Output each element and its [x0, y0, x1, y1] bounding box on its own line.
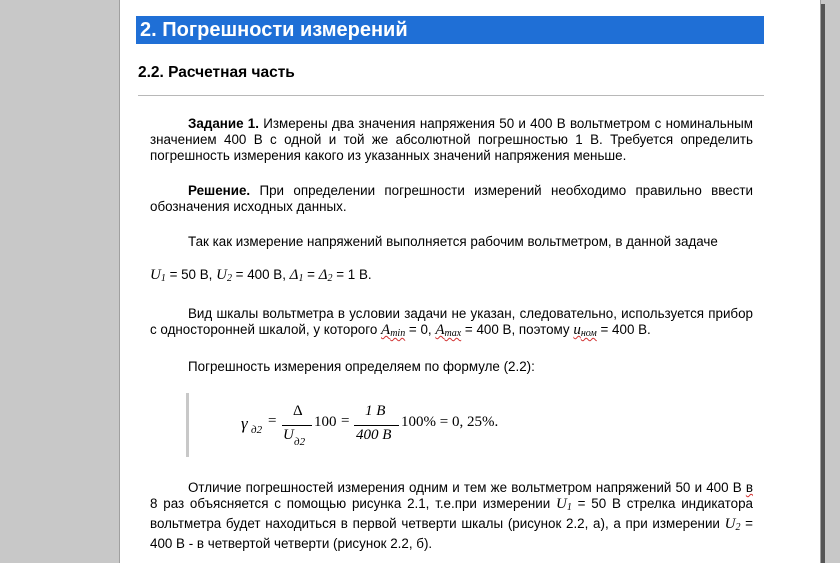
page-title: 2. Погрешности измерений: [136, 16, 764, 44]
formula-block: [186, 393, 523, 457]
error-formula: γ д2 = Δ U д2 100 = 1 B 400 B 100% = 0, 25%.: [241, 403, 499, 448]
task-paragraph: [150, 116, 753, 164]
given-intro-paragraph: Так как измерение напряжений выполняется рабочим вольтметром, в данной задаче: [188, 234, 718, 249]
task-text: Измерены два значения напряжения 50 и 400 В вольтметром с номинальным значением 400 В с одной и той же абсолютной погрешностью 1 В. Требуется определить погрешность измерения какого из указанных значений напряжения меньше.: [150, 116, 753, 163]
task-label: Задание 1.: [188, 116, 259, 131]
solution-label: Решение.: [188, 183, 251, 198]
conclusion-paragraph: Отличие погрешностей измерения одним и тем же вольтметром напряжений 50 и 400 В в 8 раз объясняется с помощью рисунка 2.1, т.е.при измерении $U_1 = 50$ В стрелка индикатора вольтметра будет находиться в первой четверти шкалы (рисунок 2.2, а), а при измерении $U_2 = 400$ В - в четвертой четверти (рисунок 2.2, б).: [150, 480, 753, 551]
solution-paragraph: [150, 183, 753, 215]
scale-paragraph: Вид шкалы вольтметра в условии задачи не указан, следовательно, используется прибор с односторонней шкалой, у которого $A_{min} = 0$, $A_{max} = 400$ В, поэтому $u_{ном} = 400$ В.: [150, 306, 753, 339]
formula-intro-paragraph: Погрешность измерения определяем по формуле (2.2):: [188, 359, 535, 374]
solution-text: При определении погрешности измерений необходимо правильно ввести обозначения исходных данных.: [150, 183, 753, 214]
page-shadow: [821, 4, 825, 563]
divider: [138, 95, 764, 96]
given-values: $U_1 = 50$ В, $U_2 = 400$ В, $\Delta_1 = \Delta_2 = 1$ В.: [150, 267, 372, 284]
document-page: [119, 0, 821, 563]
section-subtitle: 2.2. Расчетная часть: [138, 64, 295, 81]
